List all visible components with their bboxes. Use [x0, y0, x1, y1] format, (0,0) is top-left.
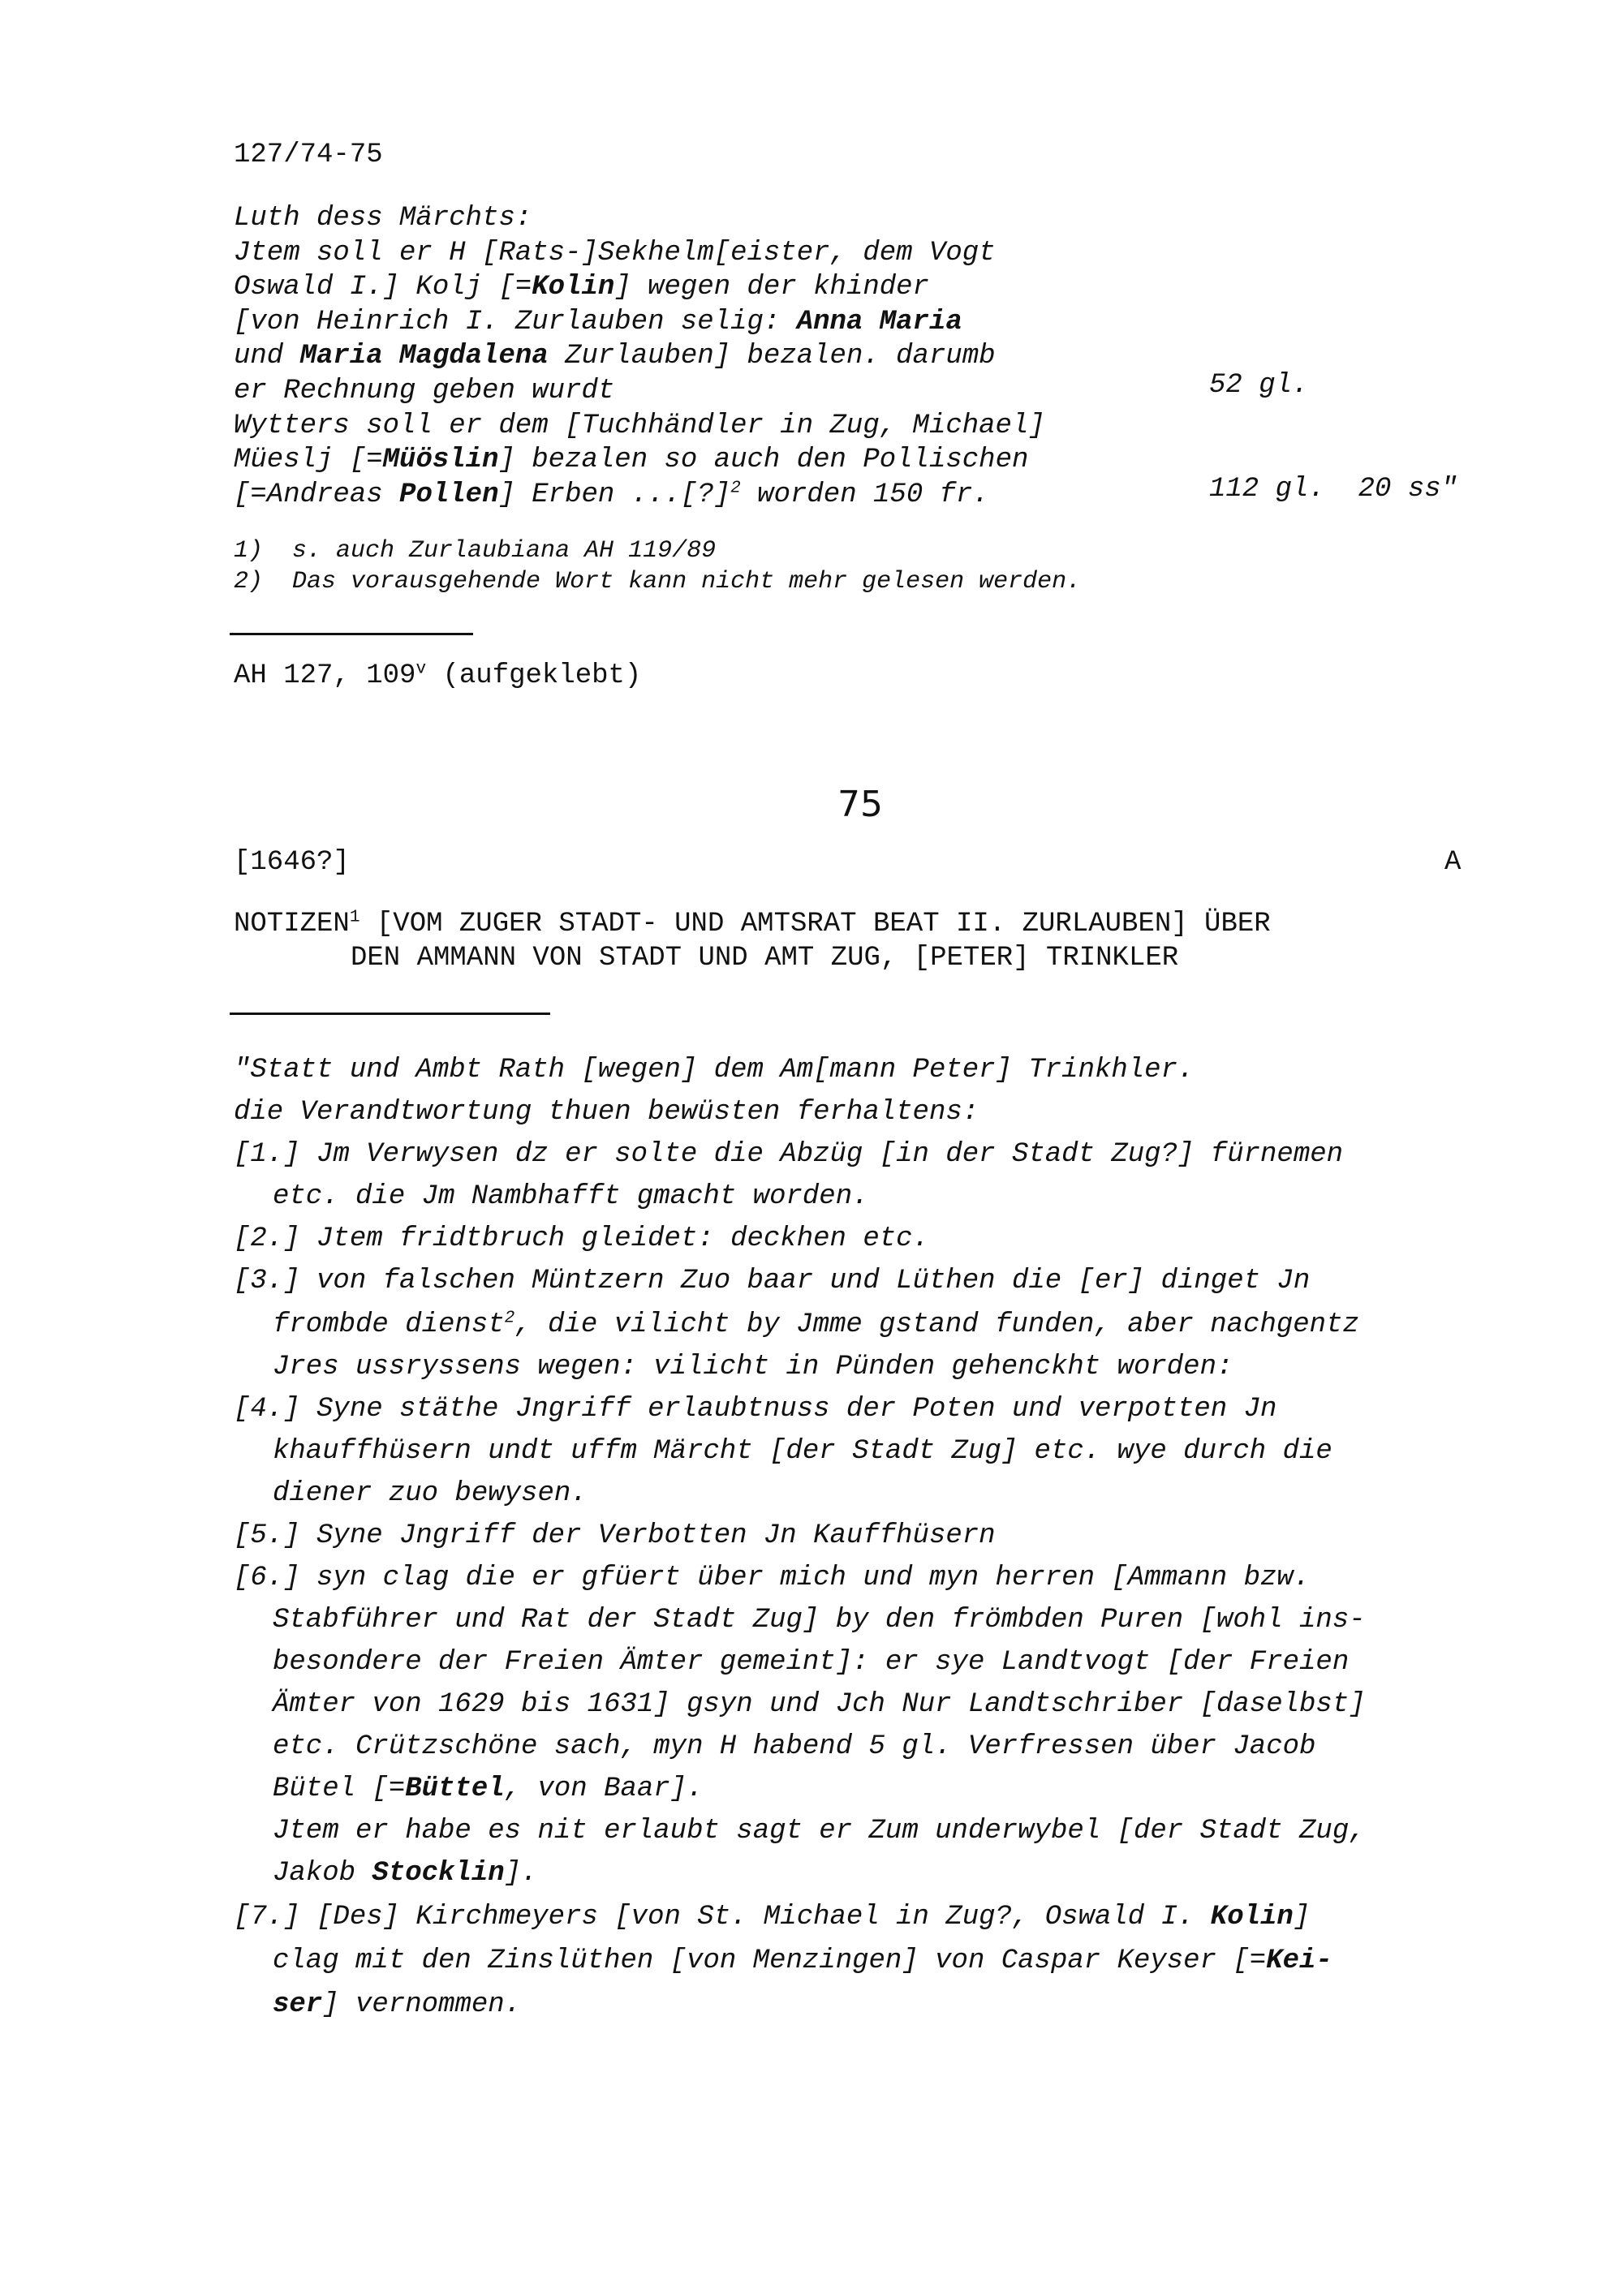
- excerpt-line: Luth dess Märchts:: [234, 203, 532, 234]
- transcription-line: [1.] Jm Verwysen dz er solte die Abzüg [in der Stadt Zug?] fürnemen: [234, 1139, 1344, 1170]
- transcription-line: "Statt und Ambt Rath [wegen] dem Am[mann Peter] Trinkhler.: [234, 1055, 1195, 1086]
- transcription-line: clag mit den Zinslüthen [von Menzingen] von Caspar Keyser [=Kei-: [273, 1946, 1332, 1976]
- transcription-line: frombde dienst$^2$, die vilicht by Jmme gstand funden, aber nachgentz: [273, 1308, 1359, 1340]
- page-reference: 127/74-75: [234, 140, 383, 170]
- separator-rule-short: [230, 633, 473, 635]
- transcription-line: ser] vernommen.: [273, 1989, 522, 2020]
- excerpt-line: Müeslj [=Müöslin] bezalen so auch den Pollischen: [234, 445, 1029, 476]
- transcription-line: diener zuo bewysen.: [273, 1478, 588, 1509]
- transcription-line: [5.] Syne Jngriff der Verbotten Jn Kauffhüsern: [234, 1520, 996, 1551]
- excerpt-line: Oswald I.] Kolj [=Kolin] wegen der khinder: [234, 272, 929, 303]
- excerpt-line: er Rechnung geben wurdt: [234, 376, 615, 406]
- transcription-line: [7.] [Des] Kirchmeyers [von St. Michael in Zug?, Oswald I. Kolin]: [234, 1902, 1311, 1933]
- footnote-1: 1) s. auch Zurlaubiana AH 119/89: [234, 537, 717, 565]
- transcription-line: [2.] Jtem fridtbruch gleidet: deckhen etc.: [234, 1223, 929, 1254]
- excerpt-line: und Maria Magdalena Zurlauben] bezalen. darumb: [234, 341, 996, 372]
- transcription-line: etc. Crützschöne sach, myn H habend 5 gl. Verfressen über Jacob: [273, 1731, 1316, 1762]
- excerpt-line: [von Heinrich I. Zurlauben selig: Anna Maria: [234, 306, 962, 338]
- excerpt-line: Jtem soll er H [Rats-]Sekhelm[eister, dem Vogt: [234, 237, 996, 269]
- document-title-line-2: DEN AMMANN VON STADT UND AMT ZUG, [PETER] TRINKLER: [351, 943, 1179, 974]
- source-reference: AH 127, 109$^v$ (aufgeklebt): [234, 659, 642, 691]
- transcription-line: Stabführer und Rat der Stadt Zug] by den frömbden Puren [wohl ins-: [273, 1605, 1366, 1636]
- footnote-2: 2) Das vorausgehende Wort kann nicht mehr gelesen werden.: [234, 568, 1082, 595]
- transcription-line: [3.] von falschen Müntzern Zuo baar und Lüthen die [er] dinget Jn: [234, 1266, 1311, 1296]
- excerpt-block: [234, 203, 1500, 511]
- amount-second: 112 gl. 20 ss": [1209, 474, 1458, 505]
- transcription-line: Jakob Stocklin].: [273, 1858, 538, 1889]
- amount-first: 52 gl.: [1209, 370, 1309, 401]
- transcription-line: [6.] syn clag die er gfüert über mich und myn herren [Ammann bzw.: [234, 1563, 1311, 1593]
- document-title-line-1: NOTIZEN$^1$ [VOM ZUGER STADT- UND AMTSRAT BEAT II. ZURLAUBEN] ÜBER: [234, 907, 1271, 939]
- transcription-line: besondere der Freien Ämter gemeint]: er sye Landtvogt [der Freien: [273, 1647, 1350, 1678]
- transcription-line: [4.] Syne stäthe Jngriff erlaubtnuss der Poten und verpotten Jn: [234, 1394, 1277, 1425]
- excerpt-line: [=Andreas Pollen] Erben ...[?]$^2$ worden 150 fr.: [234, 478, 989, 510]
- excerpt-line: Wytters soll er dem [Tuchhändler in Zug, Michael]: [234, 410, 1045, 441]
- transcription-line: Jtem er habe es nit erlaubt sagt er Zum underwybel [der Stadt Zug,: [273, 1816, 1366, 1847]
- document-number: 75: [837, 784, 883, 825]
- transcription-line: Ämter von 1629 bis 1631] gsyn und Jch Nur Landtschriber [daselbst]: [273, 1689, 1366, 1720]
- separator-rule-title: [230, 1013, 550, 1015]
- document-date: [1646?]: [234, 847, 350, 878]
- transcription-line: die Verandtwortung thuen bewüsten ferhaltens:: [234, 1097, 979, 1128]
- transcription-line: Bütel [=Büttel, von Baar].: [273, 1774, 704, 1804]
- transcription-line: Jres ussryssens wegen: vilicht in Pünden gehenckht worden:: [273, 1352, 1233, 1382]
- transcription-line: khauffhüsern undt uffm Märcht [der Stadt Zug] etc. wye durch die: [273, 1436, 1332, 1467]
- transcription-body: [234, 1055, 1532, 2044]
- document-letter: A: [1444, 847, 1462, 878]
- transcription-line: etc. die Jm Nambhafft gmacht worden.: [273, 1181, 869, 1212]
